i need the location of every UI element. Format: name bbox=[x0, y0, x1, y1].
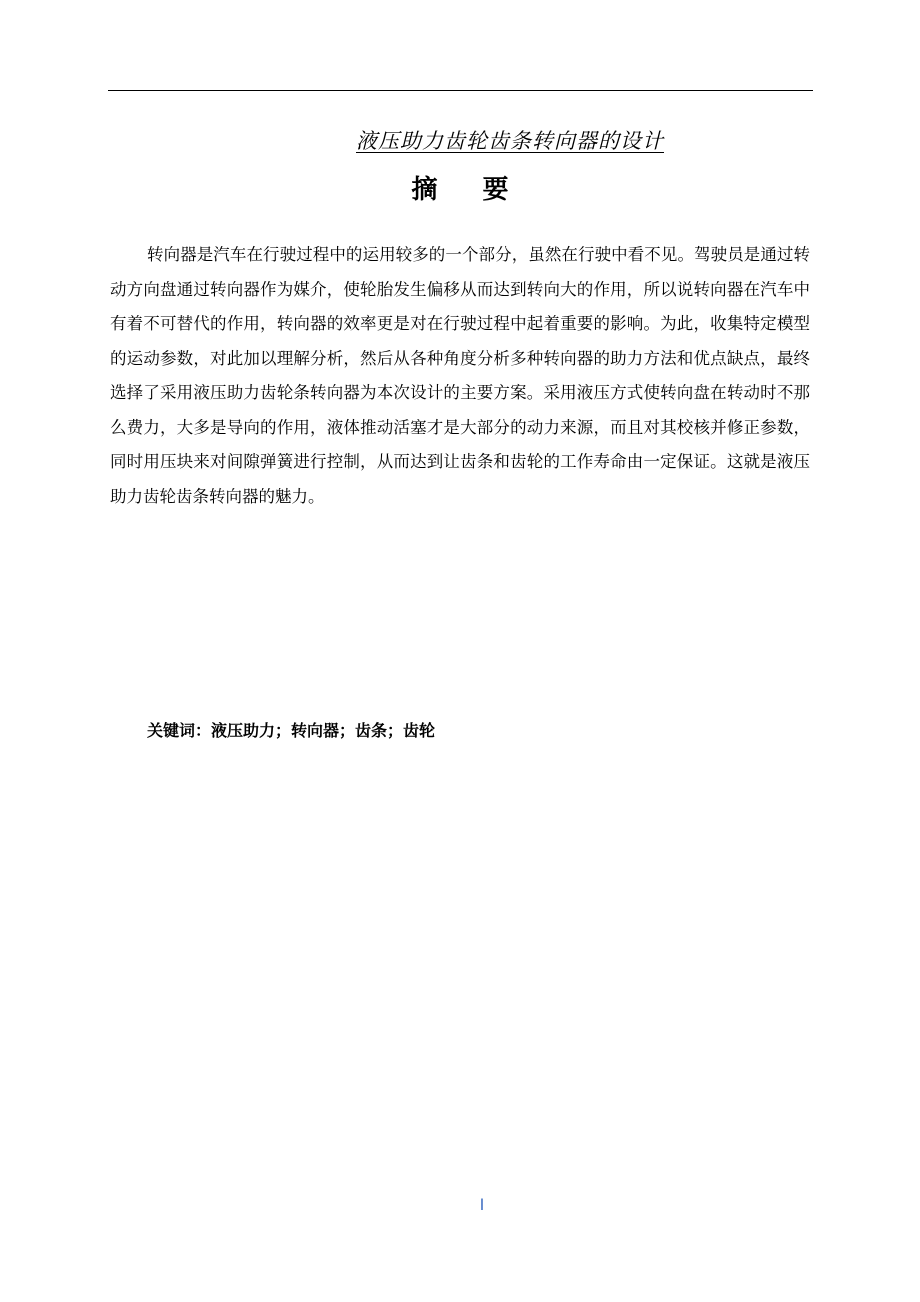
abstract-body: 转向器是汽车在行驶过程中的运用较多的一个部分，虽然在行驶中看不见。驾驶员是通过转动方向盘通过转向器作为媒介，使轮胎发生偏移从而达到转向大的作用，所以说转向器在汽车中有着不可替代的作用，转向器的效率更是对在行驶过程中起着重要的影响。为此，收集特定模型的运动参数，对此加以理解分析，然后从各种角度分析多种转向器的助力方法和优点缺点，最终选择了采用液压助力齿轮条转向器为本次设计的主要方案。采用液压方式使转向盘在转动时不那么费力，大多是导向的作用，液体推动活塞才是大部分的动力来源，而且对其校核并修正参数，同时用压块来对间隙弹簧进行控制，从而达到让齿条和齿轮的工作寿命由一定保证。这就是液压助力齿轮齿条转向器的魅力。 bbox=[110, 245, 810, 506]
page-number: I bbox=[479, 1195, 485, 1214]
header-rule bbox=[108, 90, 813, 91]
document-title-text: 液压助力齿轮齿条转向器的设计 bbox=[356, 129, 664, 153]
keywords-line: 关键词：液压助力；转向器；齿条；齿轮 bbox=[147, 721, 436, 740]
abstract-heading: 摘 要 bbox=[411, 175, 527, 205]
document-title bbox=[0, 126, 920, 156]
